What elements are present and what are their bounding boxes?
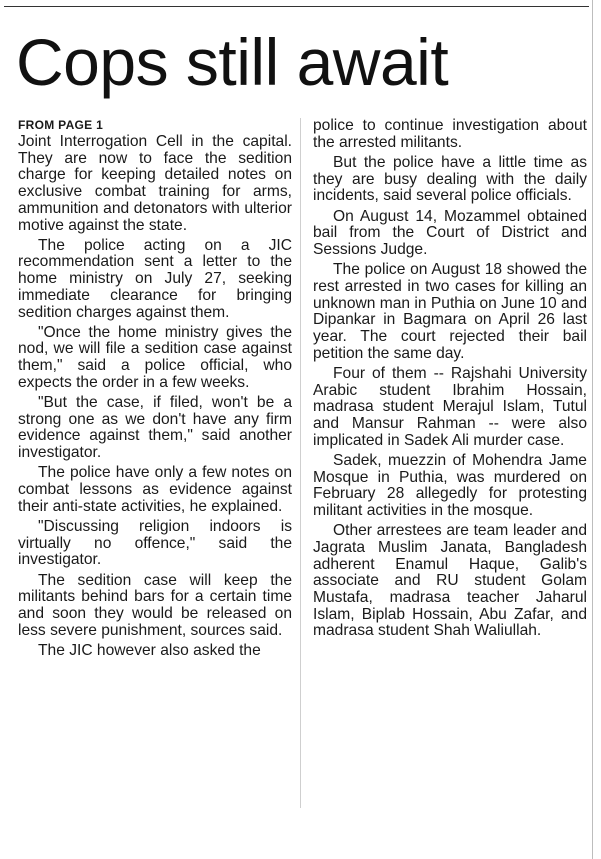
paragraph: Joint Interrogation Cell in the capital. They are now to face the sedition charge for keeping detailed notes on exclusive combat training for arms, ammunition and detonators with ulterior motive against the state. (18, 133, 292, 234)
paragraph: The police have only a few notes on combat lessons as evidence against their anti-state activities, he explained. (18, 464, 292, 515)
right-column (313, 118, 587, 644)
paragraph: police to continue investigation about the arrested militants. (313, 117, 587, 151)
paragraph: Four of them -- Rajshahi University Arabic student Ibrahim Hossain, madrasa student Merajul Islam, Tutul and Mansur Rahman -- were also implicated in Sadek Ali murder case. (313, 364, 587, 449)
paragraph: Sadek, muezzin of Mohendra Jame Mosque in Puthia, was murdered on February 28 allegedly for protesting militant activities in the mosque. (313, 451, 587, 519)
paragraph: But the police have a little time as they are busy dealing with the daily incidents, said several police officials. (313, 153, 587, 205)
left-column (18, 118, 292, 663)
paragraph: "Once the home ministry gives the nod, we will file a sedition case against them," said a police official, who expects the order in a few weeks. (18, 323, 292, 391)
paragraph: The JIC however also asked the (38, 641, 261, 659)
paragraph: On August 14, Mozammel obtained bail from the Court of District and Sessions Judge. (313, 207, 587, 258)
top-rule (4, 0, 589, 7)
column-divider (300, 118, 301, 808)
paragraph: "But the case, if filed, won't be a strong one as we don't have any firm evidence against them," said another investigator. (18, 394, 292, 462)
paragraph: "Discussing religion indoors is virtually no offence," said the investigator. (18, 517, 292, 569)
paragraph: Other arrestees are team leader and Jagrata Muslim Janata, Bangladesh adherent Enamul Haque, Galib's associate and RU student Golam Mustafa, madrasa teacher Jaharul Islam, Biplab Hossain, Abu Zafar, and madrasa student Shah Waliullah. (313, 522, 587, 640)
paragraph: The police on August 18 showed the rest arrested in two cases for killing an unknown man in Puthia on June 10 and Dipankar in Bagmara on April 26 last year. The court rejected their bail petition the same day. (313, 261, 587, 362)
paragraph: The police acting on a JIC recommendation sent a letter to the home ministry on July 27, seeking immediate clearance for bringing sedition charges against them. (18, 236, 292, 321)
paragraph: The sedition case will keep the militants behind bars for a certain time and soon they would be released on less severe punishment, sources said. (18, 571, 292, 639)
headline: Cops still await (16, 25, 449, 99)
page-edge-line (592, 0, 593, 859)
kicker: FROM PAGE 1 (18, 118, 104, 132)
